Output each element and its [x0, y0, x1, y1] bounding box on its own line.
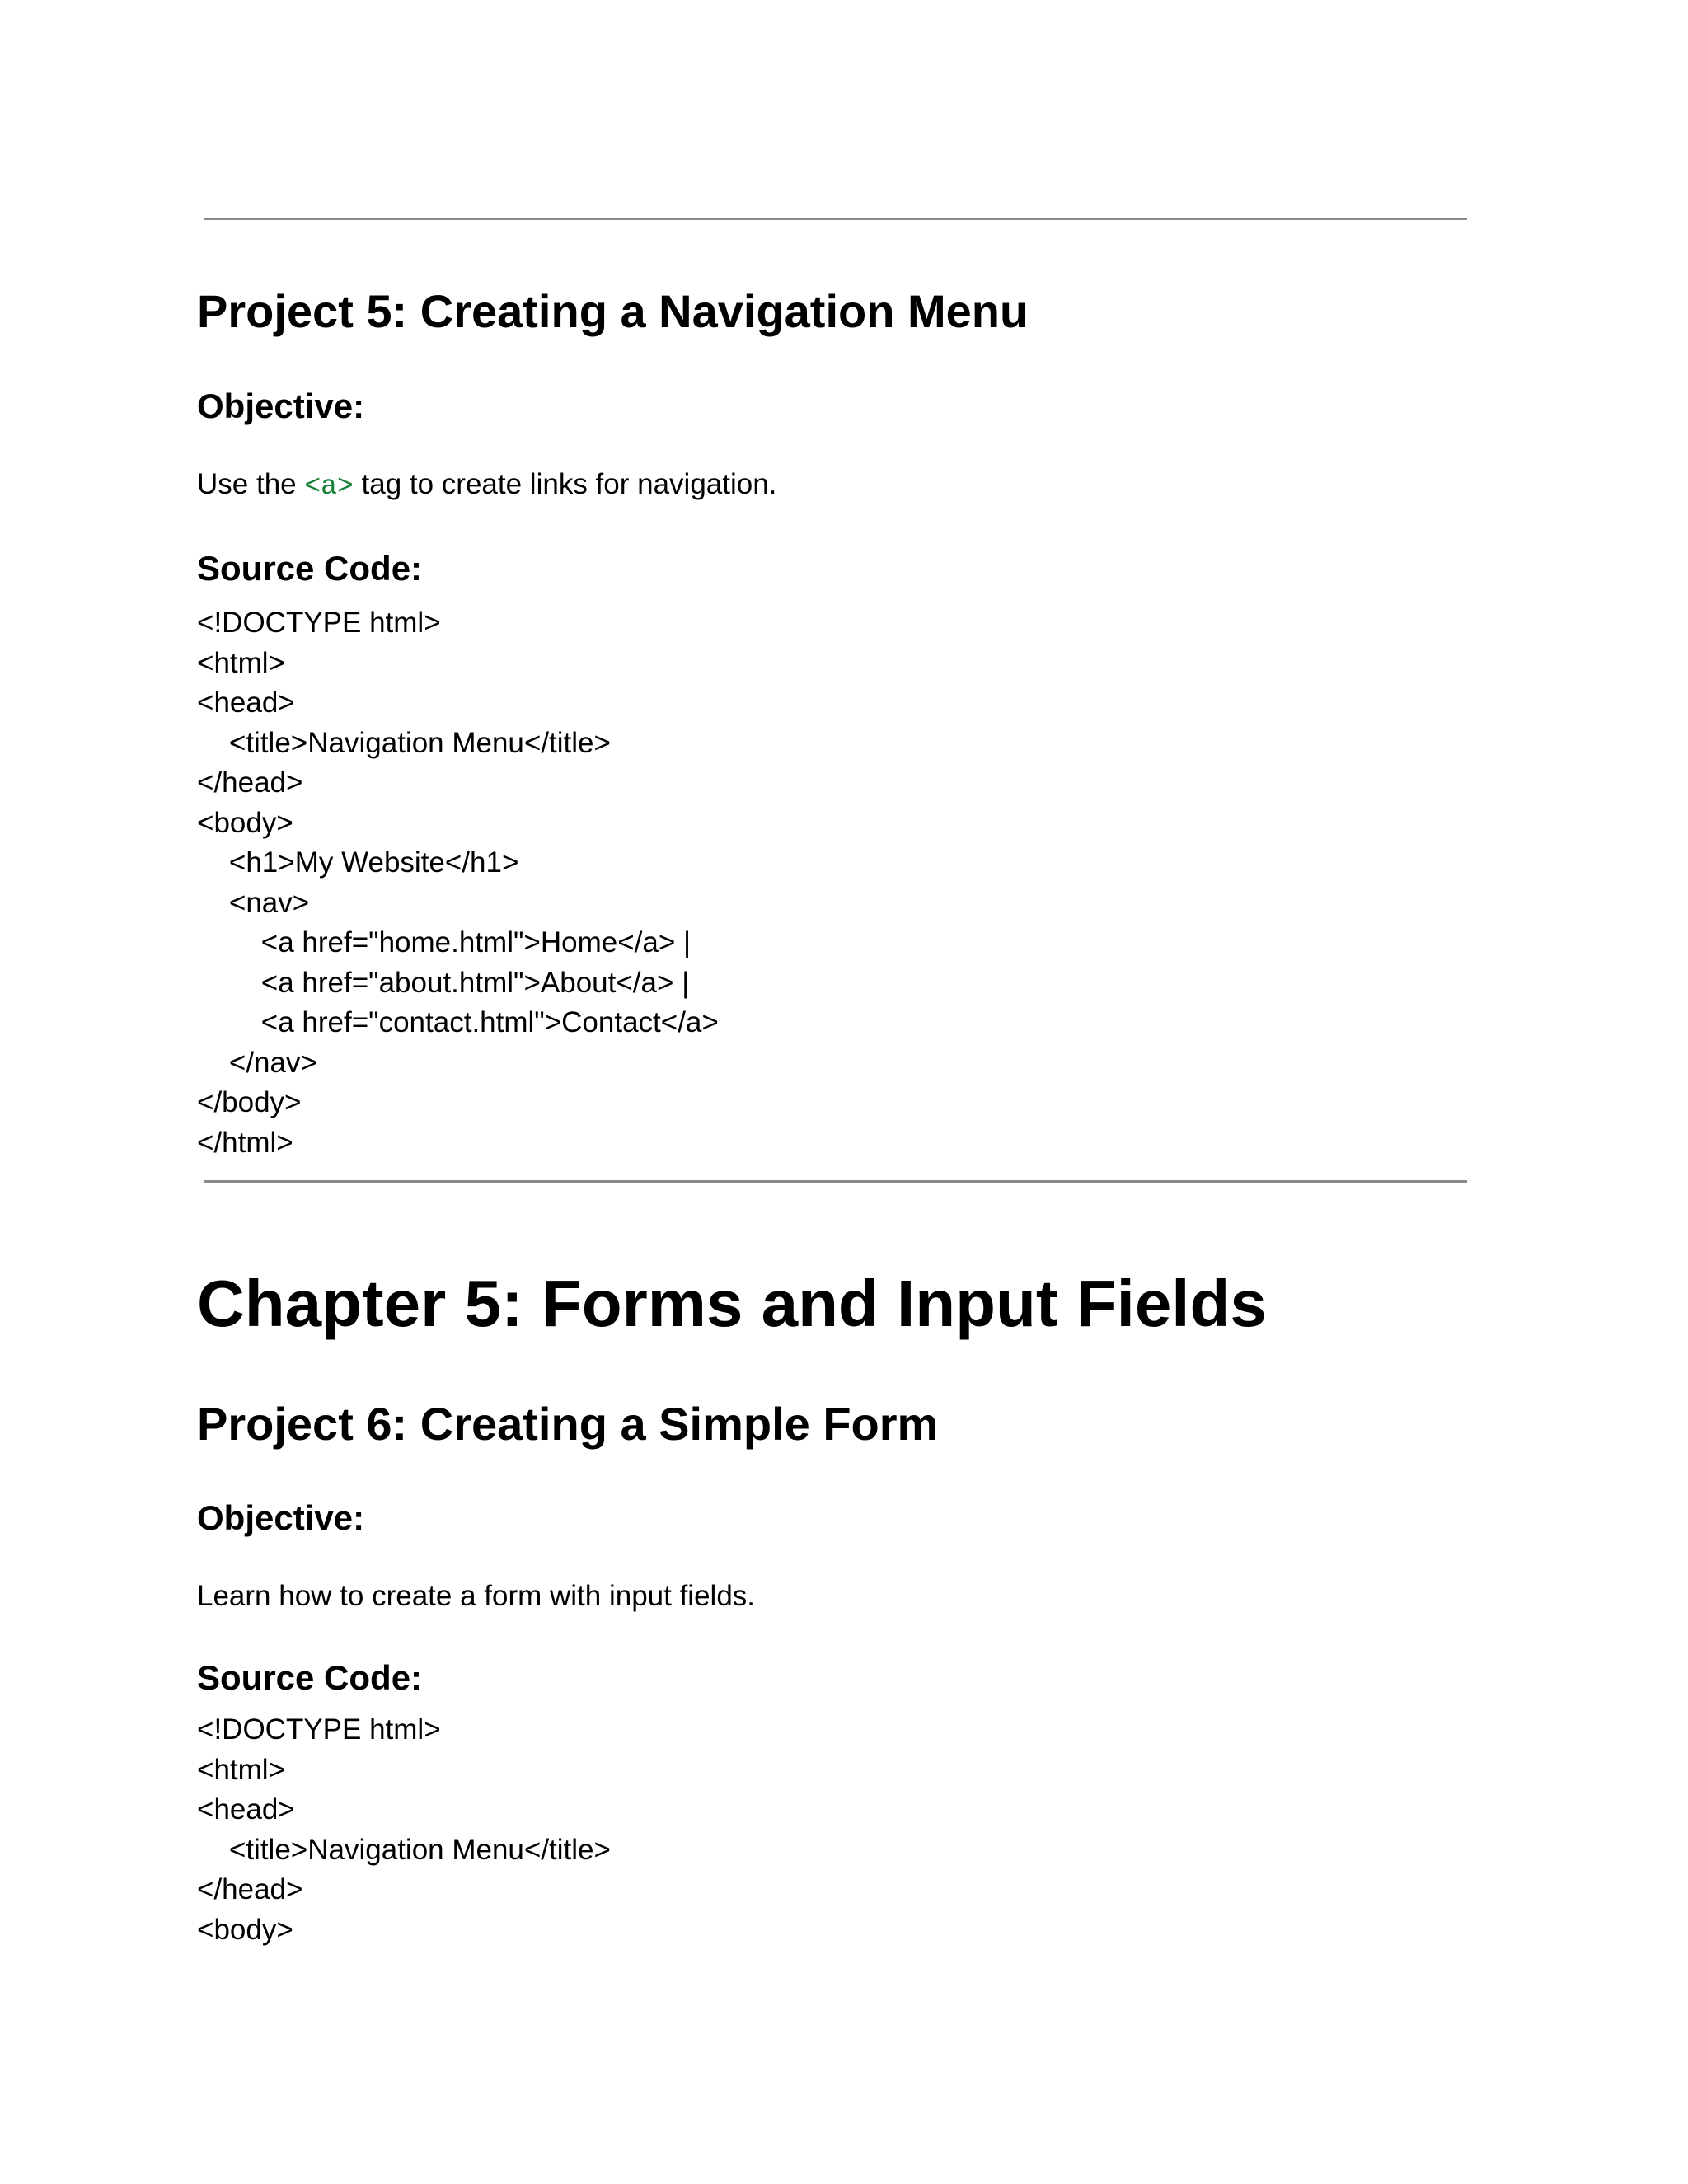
chapter-5-title: Chapter 5: Forms and Input Fields [197, 1267, 1267, 1340]
project-6-title: Project 6: Creating a Simple Form [197, 1398, 939, 1450]
project-5-objective-text [197, 466, 776, 505]
project-6-code-block [197, 1710, 611, 1950]
code-line: </body> [197, 1086, 302, 1118]
code-line: <nav> [197, 886, 310, 919]
code-line: </head> [197, 1873, 303, 1905]
code-line: </html> [197, 1126, 293, 1159]
code-line: <head> [197, 687, 295, 719]
code-line: <body> [197, 806, 293, 839]
project-6-objective-text: Learn how to create a form with input fields. [197, 1580, 756, 1612]
project-5-title: Project 5: Creating a Navigation Menu [197, 285, 1029, 337]
code-line: <a href="contact.html">Contact</a> [197, 1006, 719, 1038]
code-line: <title>Navigation Menu</title> [197, 1833, 611, 1866]
project-5-code-block [197, 603, 719, 1163]
code-line: </head> [197, 766, 303, 799]
code-line: <!DOCTYPE html> [197, 1713, 441, 1746]
code-line: <html> [197, 646, 285, 679]
code-line: <head> [197, 1793, 295, 1825]
code-line: <a href="about.html">About</a> | [197, 966, 690, 999]
horizontal-rule-middle [204, 1180, 1467, 1183]
project-5-objective-heading: Objective: [197, 387, 365, 425]
objective-text-after: tag to create links for navigation. [353, 468, 777, 500]
code-line: <h1>My Website</h1> [197, 846, 519, 879]
code-line: <html> [197, 1753, 285, 1786]
code-line: <title>Navigation Menu</title> [197, 726, 611, 759]
objective-text-before: Use the [197, 468, 305, 500]
project-6-source-heading: Source Code: [197, 1658, 423, 1697]
project-5-source-heading: Source Code: [197, 549, 423, 588]
project-6-objective-heading: Objective: [197, 1498, 365, 1537]
code-line: </nav> [197, 1046, 317, 1079]
code-line: <body> [197, 1913, 293, 1946]
code-line: <a href="home.html">Home</a> | [197, 926, 692, 958]
code-line: <!DOCTYPE html> [197, 607, 441, 639]
inline-code-a-tag: <a> [304, 471, 354, 502]
horizontal-rule-top [204, 218, 1467, 220]
